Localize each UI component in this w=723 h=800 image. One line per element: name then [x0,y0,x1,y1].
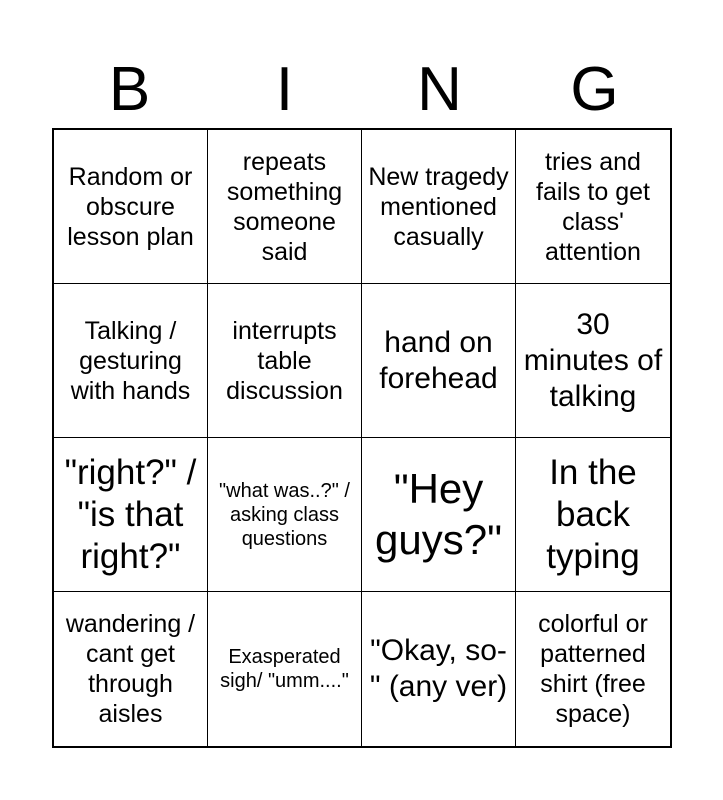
cell-text: In the back typing [546,452,640,576]
title-letter-n: N [417,55,462,124]
cell-text: New tragedy mentioned casually [368,162,509,251]
title-letter-i: I [275,55,294,124]
cell-text: "right?" / "is that right?" [64,452,197,576]
bingo-title [52,52,672,128]
bingo-cell[interactable] [362,592,516,746]
bingo-cell[interactable] [54,284,208,438]
bingo-cell[interactable] [362,438,516,592]
cell-text: repeats something someone said [226,147,343,266]
bingo-cell[interactable] [362,284,516,438]
bingo-cell[interactable] [516,592,670,746]
cell-text: hand on forehead [379,325,498,395]
title-letter-g: G [570,55,619,124]
cell-text: "Hey guys?" [375,465,502,563]
bingo-cell[interactable] [54,592,208,746]
cell-text: Random or obscure lesson plan [67,162,194,251]
cell-text: wandering / cant get through aisles [65,610,196,728]
bingo-cell[interactable] [54,438,208,592]
bingo-cell[interactable] [362,130,516,284]
cell-text: "Okay, so-" (any ver) [369,634,508,703]
cell-text: tries and fails to get class' attention [536,147,650,266]
bingo-cell[interactable] [208,592,362,746]
cell-text: interrupts table discussion [226,316,343,405]
bingo-cell[interactable] [54,130,208,284]
cell-text: "what was..?" / asking class questions [219,479,350,550]
bingo-cell[interactable] [516,438,670,592]
cell-text: Exasperated sigh/ "umm...." [220,646,349,692]
bingo-cell[interactable] [208,284,362,438]
bingo-cell[interactable] [208,438,362,592]
bingo-cell[interactable] [516,130,670,284]
bingo-cell[interactable] [208,130,362,284]
bingo-board [52,128,672,748]
cell-text: colorful or patterned shirt (free space) [538,610,648,728]
cell-text: Talking / gesturing with hands [70,316,191,405]
bingo-cell[interactable] [516,284,670,438]
title-letter-b: B [108,55,151,124]
cell-text: 30 minutes of talking [523,307,663,413]
